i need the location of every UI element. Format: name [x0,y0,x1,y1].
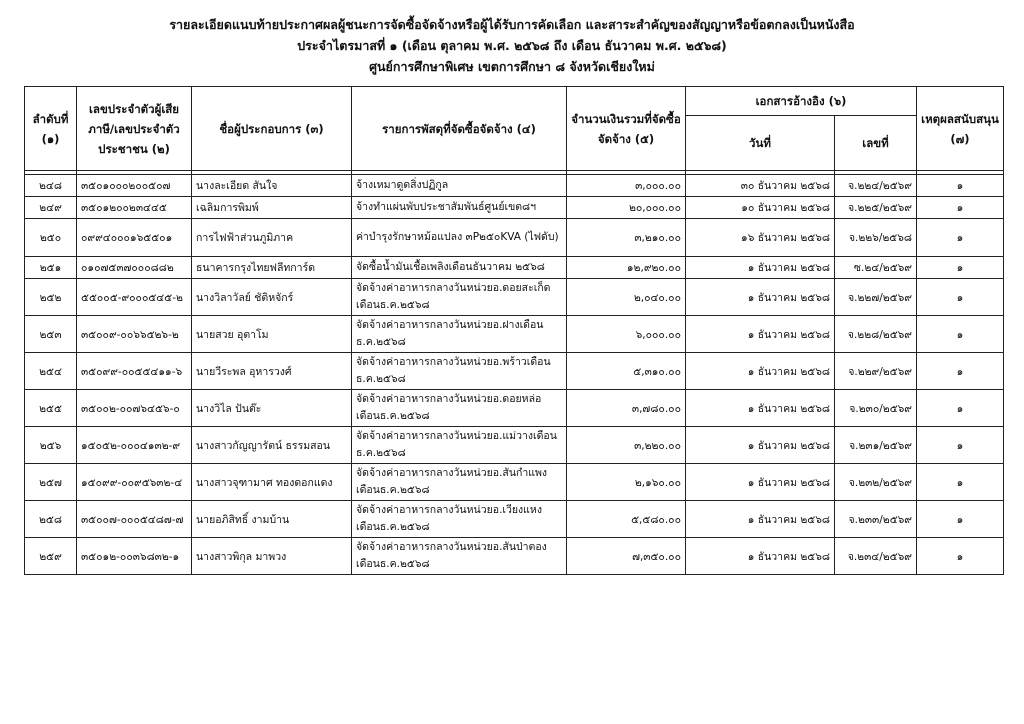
cell-number: จ.๒๒๙/๒๕๖๙ [835,353,917,390]
cell-taxid: ๓๕๐๑๒-๐๐๓๖๘๓๒-๑ [77,538,192,575]
cell-item: จ้างเหมาดูดสิ่งปฏิกูล [352,175,567,197]
header-seq: ลำดับที่ (๑) [25,87,77,171]
cell-amount: ๓,๗๘๐.๐๐ [567,390,686,427]
cell-seq: ๒๕๒ [25,279,77,316]
cell-date: ๑ ธันวาคม ๒๕๖๘ [686,390,835,427]
cell-seq: ๒๕๔ [25,353,77,390]
cell-date: ๑ ธันวาคม ๒๕๖๘ [686,501,835,538]
cell-reason: ๑ [917,501,1004,538]
cell-amount: ๒,๑๖๐.๐๐ [567,464,686,501]
cell-item: จัดจ้างค่าอาหารกลางวันหน่วยอ.สันป่าตองเดือนธ.ค.๒๕๖๘ [352,538,567,575]
cell-date: ๑ ธันวาคม ๒๕๖๘ [686,427,835,464]
cell-vendor: นายวีระพล อุหารวงศ์ [192,353,352,390]
title-line-2: ประจำไตรมาสที่ ๑ (เดือน ตุลาคม พ.ศ. ๒๕๖๘ ถึง เดือน ธันวาคม พ.ศ. ๒๕๖๘) [297,38,727,53]
header-reason: เหตุผลสนับสนุน (๗) [917,87,1004,171]
cell-number: จ.๒๓๑/๒๕๖๙ [835,427,917,464]
cell-reason: ๑ [917,316,1004,353]
cell-seq: ๒๔๙ [25,197,77,219]
cell-reason: ๑ [917,257,1004,279]
cell-date: ๑ ธันวาคม ๒๕๖๘ [686,538,835,575]
title-line-1: รายละเอียดแนบท้ายประกาศผลผู้ชนะการจัดซื้อจัดจ้างหรือผู้ได้รับการคัดเลือก และสาระสำคัญของสัญญาหรือข้อตกลงเป็นหนังสือ [169,17,855,32]
cell-date: ๑ ธันวาคม ๒๕๖๘ [686,316,835,353]
header-taxid: เลขประจำตัวผู้เสียภาษี/เลขประจำตัวประชาชน (๒) [77,87,192,171]
title-line-3: ศูนย์การศึกษาพิเศษ เขตการศึกษา ๘ จังหวัดเชียงใหม่ [369,59,655,74]
table-row [25,197,1004,219]
cell-taxid: ๑๕๐๙๙-๐๐๙๕๖๓๒-๔ [77,464,192,501]
cell-vendor: นางละเอียด สันใจ [192,175,352,197]
cell-item: จ้างทำแผ่นพับประชาสัมพันธ์ศูนย์เขต๘ฯ [352,197,567,219]
cell-taxid: ๓๕๐๑๒๐๐๒๓๔๔๕ [77,197,192,219]
cell-number: จ.๒๓๒/๒๕๖๙ [835,464,917,501]
cell-vendor: ธนาคารกรุงไทยฟลีทการ์ด [192,257,352,279]
table-row [25,175,1004,197]
cell-reason: ๑ [917,197,1004,219]
header-number: เลขที่ [835,116,917,171]
document-titles [0,14,1024,77]
cell-number: จ.๒๓๓/๒๕๖๙ [835,501,917,538]
cell-number: จ.๒๒๗/๒๕๖๙ [835,279,917,316]
cell-reason: ๑ [917,279,1004,316]
table-row [25,501,1004,538]
cell-number: จ.๒๒๘/๒๕๖๙ [835,316,917,353]
table-row [25,219,1004,257]
cell-taxid: ๓๕๐๙๙-๐๐๕๕๔๑๑-๖ [77,353,192,390]
cell-seq: ๒๕๖ [25,427,77,464]
cell-item: จัดจ้างค่าอาหารกลางวันหน่วยอ.แม่วางเดือนธ.ค.๒๕๖๘ [352,427,567,464]
cell-amount: ๓,๒๒๐.๐๐ [567,427,686,464]
header-amount: จำนวนเงินรวมที่จัดซื้อจัดจ้าง (๕) [567,87,686,171]
cell-number: จ.๒๓๐/๒๕๖๙ [835,390,917,427]
table-row [25,538,1004,575]
cell-amount: ๖,๐๐๐.๐๐ [567,316,686,353]
cell-taxid: ๓๕๐๑๐๐๐๒๐๐๕๐๗ [77,175,192,197]
cell-item: ค่าบำรุงรักษาหม้อแปลง ๓P๒๕๐KVA (ไฟดับ) [352,219,567,257]
cell-number: จ.๒๒๕/๒๕๖๙ [835,197,917,219]
cell-vendor: นางวิลาวัลย์ ชัติหจักร์ [192,279,352,316]
cell-amount: ๕,๓๑๐.๐๐ [567,353,686,390]
cell-vendor: นางสาวพิกุล มาพวง [192,538,352,575]
cell-amount: ๑๒,๙๒๐.๐๐ [567,257,686,279]
table-row [25,427,1004,464]
table-row [25,464,1004,501]
cell-taxid: ๓๕๐๐๙-๐๐๖๖๕๒๖-๒ [77,316,192,353]
cell-taxid: ๓๕๐๐๒-๐๐๗๖๔๕๖-๐ [77,390,192,427]
cell-amount: ๗,๓๕๐.๐๐ [567,538,686,575]
cell-number: จ.๒๒๖/๒๕๖๘ [835,219,917,257]
cell-seq: ๒๕๐ [25,219,77,257]
cell-reason: ๑ [917,427,1004,464]
cell-vendor: การไฟฟ้าส่วนภูมิภาค [192,219,352,257]
cell-date: ๑ ธันวาคม ๒๕๖๘ [686,257,835,279]
cell-taxid: ๐๑๐๗๕๓๗๐๐๐๘๘๒ [77,257,192,279]
cell-number: จ.๒๒๔/๒๕๖๙ [835,175,917,197]
cell-date: ๑ ธันวาคม ๒๕๖๘ [686,279,835,316]
cell-item: จัดซื้อน้ำมันเชื้อเพลิงเดือนธันวาคม ๒๕๖๘ [352,257,567,279]
cell-amount: ๕,๕๘๐.๐๐ [567,501,686,538]
cell-vendor: นายอภิสิทธิ์ งามบ้าน [192,501,352,538]
cell-seq: ๒๕๙ [25,538,77,575]
cell-reason: ๑ [917,175,1004,197]
cell-seq: ๒๕๑ [25,257,77,279]
cell-reason: ๑ [917,464,1004,501]
table-row [25,279,1004,316]
header-vendor: ชื่อผู้ประกอบการ (๓) [192,87,352,171]
cell-taxid: ๓๕๐๐๗-๐๐๐๕๔๘๗-๗ [77,501,192,538]
cell-reason: ๑ [917,353,1004,390]
cell-amount: ๒๐,๐๐๐.๐๐ [567,197,686,219]
cell-date: ๓๐ ธันวาคม ๒๕๖๘ [686,175,835,197]
cell-vendor: นายสวย อุตาโม [192,316,352,353]
cell-vendor: นางสาวกัญญารัตน์ ธรรมสอน [192,427,352,464]
cell-item: จัดจ้างค่าอาหารกลางวันหน่วยอ.พร้าวเดือนธ.ค.๒๕๖๘ [352,353,567,390]
table-row [25,353,1004,390]
header-ref: เอกสารอ้างอิง (๖) [686,87,917,116]
cell-reason: ๑ [917,390,1004,427]
cell-number: จ.๒๓๔/๒๕๖๙ [835,538,917,575]
cell-item: จัดจ้างค่าอาหารกลางวันหน่วยอ.ดอยสะเก็ดเดือนธ.ค.๒๕๖๘ [352,279,567,316]
table-row [25,257,1004,279]
cell-item: จัดจ้างค่าอาหารกลางวันหน่วยอ.ฝางเดือนธ.ค.๒๕๖๘ [352,316,567,353]
cell-date: ๑ ธันวาคม ๒๕๖๘ [686,353,835,390]
cell-vendor: เฉลิมการพิมพ์ [192,197,352,219]
cell-seq: ๒๕๓ [25,316,77,353]
cell-amount: ๓,๒๑๐.๐๐ [567,219,686,257]
cell-reason: ๑ [917,219,1004,257]
procurement-table [24,86,1004,575]
cell-taxid: ๕๕๐๐๕-๙๐๐๐๕๔๕-๒ [77,279,192,316]
cell-item: จัดจ้างค่าอาหารกลางวันหน่วยอ.ดอยหล่อเดือนธ.ค.๒๕๖๘ [352,390,567,427]
cell-date: ๑๐ ธันวาคม ๒๕๖๘ [686,197,835,219]
cell-seq: ๒๕๘ [25,501,77,538]
table-row [25,316,1004,353]
cell-item: จัดจ้างค่าอาหารกลางวันหน่วยอ.สันกำแพงเดือนธ.ค.๒๕๖๘ [352,464,567,501]
cell-date: ๑๖ ธันวาคม ๒๕๖๘ [686,219,835,257]
cell-number: ซ.๒๔/๒๕๖๙ [835,257,917,279]
cell-amount: ๒,๐๔๐.๐๐ [567,279,686,316]
header-date: วันที่ [686,116,835,171]
cell-seq: ๒๕๕ [25,390,77,427]
header-item: รายการพัสดุที่จัดซื้อจัดจ้าง (๔) [352,87,567,171]
cell-date: ๑ ธันวาคม ๒๕๖๘ [686,464,835,501]
cell-reason: ๑ [917,538,1004,575]
cell-taxid: ๑๕๐๕๒-๐๐๐๔๑๓๒-๙ [77,427,192,464]
cell-vendor: นางสาวจุฑามาศ ทองดอกแดง [192,464,352,501]
cell-vendor: นางวิไล ปันต๊ะ [192,390,352,427]
cell-item: จัดจ้างค่าอาหารกลางวันหน่วยอ.เวียงแหงเดือนธ.ค.๒๕๖๘ [352,501,567,538]
cell-seq: ๒๔๘ [25,175,77,197]
cell-amount: ๓,๐๐๐.๐๐ [567,175,686,197]
cell-seq: ๒๕๗ [25,464,77,501]
table-row [25,390,1004,427]
cell-taxid: ๐๙๙๔๐๐๐๑๖๕๕๐๑ [77,219,192,257]
